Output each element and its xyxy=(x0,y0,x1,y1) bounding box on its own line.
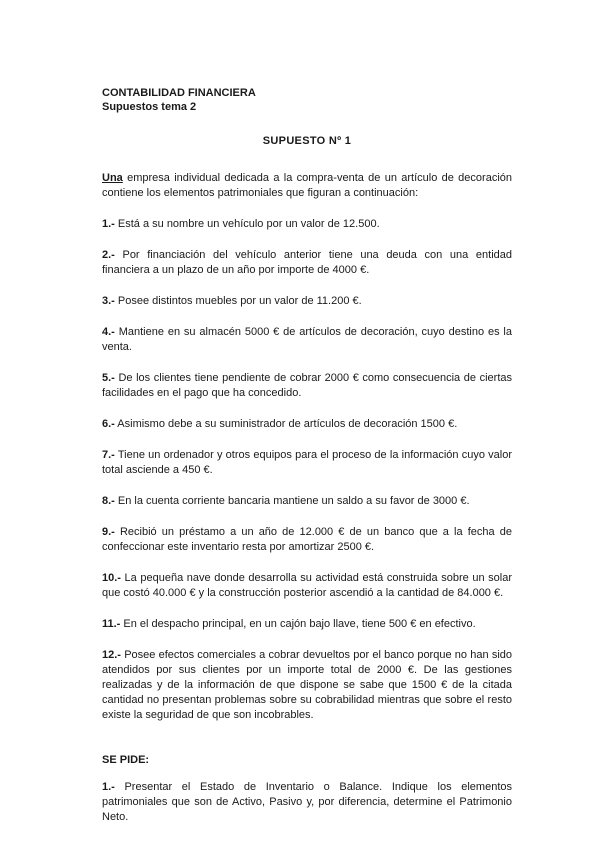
item-number: 11.- xyxy=(102,618,121,630)
item-text: Está a su nombre un vehículo por un valor de 12.500. xyxy=(114,218,380,230)
list-item xyxy=(102,417,512,432)
list-item xyxy=(102,571,512,601)
request-text: Presentar el Estado de Inventario o Balance. Indique los elementos patrimoniales que son de Activo, Pasivo y, por diferencia, determine el Patrimonio Neto. xyxy=(102,781,512,823)
item-text: Posee efectos comerciales a cobrar devueltos por el banco porque no han sido atendidos por sus clientes por un importe total de 2000 €. De las gestiones realizadas y de la información de que dispone se sabe que 1500 € de la citada cantidad no presentan problemas sobre su cobrabilidad mientras que sobre el resto existe la seguridad de que son incobrables. xyxy=(102,649,512,721)
item-text: Por financiación del vehículo anterior tiene una deuda con una entidad financiera a un plazo de un año por importe de 4000 €. xyxy=(102,249,512,276)
intro-lead: Una xyxy=(102,172,123,184)
list-item xyxy=(102,494,512,509)
item-number: 10.- xyxy=(102,572,121,584)
item-text: Tiene un ordenador y otros equipos para el proceso de la información cuyo valor total asciende a 450 €. xyxy=(102,449,512,476)
item-text: Recibió un préstamo a un año de 12.000 € de un banco que a la fecha de confeccionar este inventario resta por amortizar 2500 €. xyxy=(102,526,512,553)
list-item xyxy=(102,648,512,723)
intro-paragraph xyxy=(102,171,512,201)
item-number: 9.- xyxy=(102,526,115,538)
course-title: CONTABILIDAD FINANCIERA xyxy=(102,87,256,99)
item-number: 5.- xyxy=(102,372,115,384)
list-item xyxy=(102,217,512,232)
list-item xyxy=(102,371,512,401)
topic-subtitle: Supuestos tema 2 xyxy=(102,101,197,113)
list-item xyxy=(102,248,512,278)
item-number: 4.- xyxy=(102,326,115,338)
list-item xyxy=(102,294,512,309)
document-header xyxy=(102,86,512,114)
exercise-title: SUPUESTO Nº 1 xyxy=(262,135,352,147)
request-number: 1.- xyxy=(102,781,115,793)
item-number: 12.- xyxy=(102,649,121,661)
list-item xyxy=(102,325,512,355)
item-text: En el despacho principal, en un cajón bajo llave, tiene 500 € en efectivo. xyxy=(120,618,476,630)
list-item xyxy=(102,617,512,632)
item-text: En la cuenta corriente bancaria mantiene un saldo a su favor de 3000 €. xyxy=(114,495,470,507)
item-number: 2.- xyxy=(102,249,115,261)
item-number: 8.- xyxy=(102,495,115,507)
item-number: 6.- xyxy=(102,418,115,430)
item-number: 1.- xyxy=(102,218,115,230)
item-text: De los clientes tiene pendiente de cobrar 2000 € como consecuencia de ciertas facilidades en el pago que ha concedido. xyxy=(102,372,512,399)
item-text: Mantiene en su almacén 5000 € de artículos de decoración, cuyo destino es la venta. xyxy=(102,326,512,353)
list-item xyxy=(102,448,512,478)
item-number: 3.- xyxy=(102,295,115,307)
list-item xyxy=(102,525,512,555)
intro-text: empresa individual dedicada a la compra-venta de un artículo de decoración contiene los elementos patrimoniales que figuran a continuación: xyxy=(102,172,512,199)
item-text: Posee distintos muebles por un valor de 11.200 €. xyxy=(114,295,362,307)
item-text: Asimismo debe a su suministrador de artículos de decoración 1500 €. xyxy=(114,418,458,430)
request-item xyxy=(102,780,512,825)
item-number: 7.- xyxy=(102,449,115,461)
item-text: La pequeña nave donde desarrolla su actividad está construida sobre un solar que costó 40.000 € y la construcción posterior ascendió a la cantidad de 84.000 €. xyxy=(102,572,512,599)
section-heading: SE PIDE: xyxy=(102,754,150,766)
